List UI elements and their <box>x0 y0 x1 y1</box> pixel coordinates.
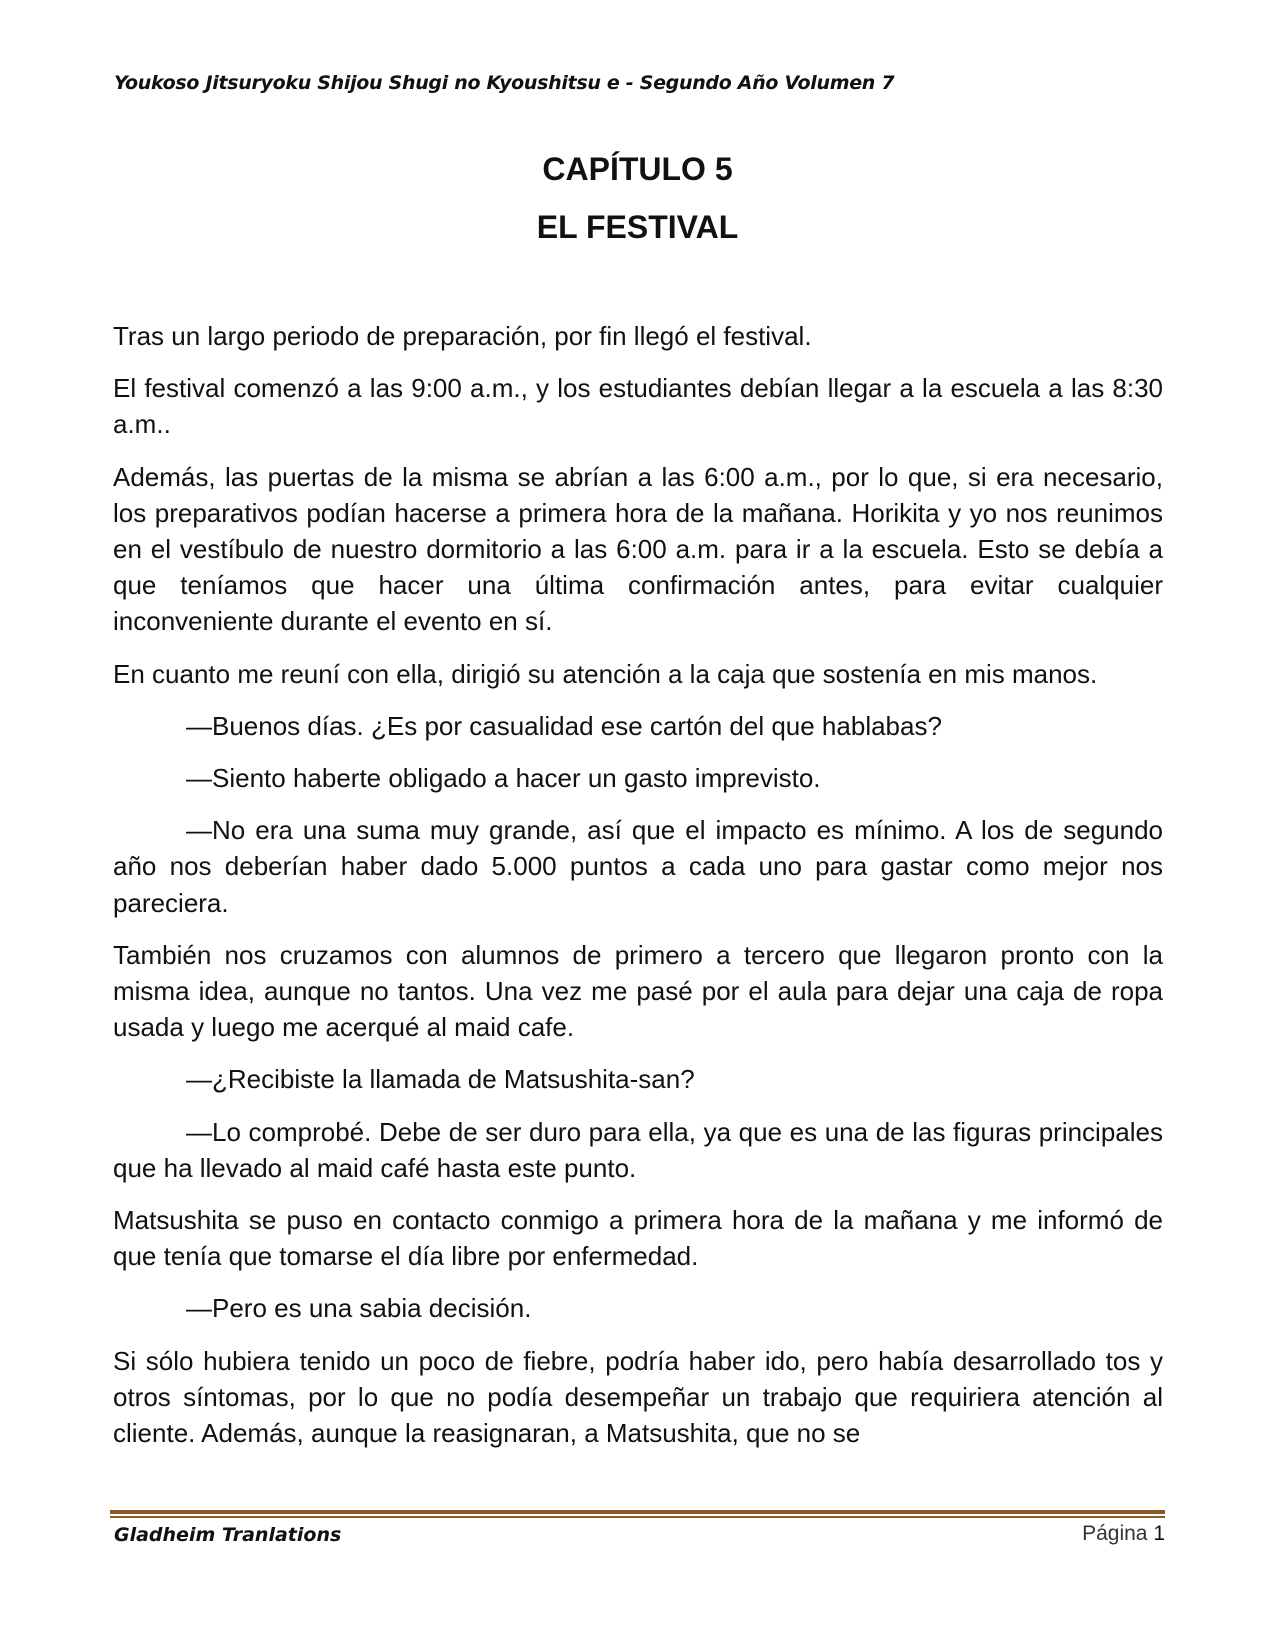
dialogue-line: —¿Recibiste la llamada de Matsushita-san? <box>186 1064 695 1095</box>
dialogue-line: —Pero es una sabia decisión. <box>186 1293 532 1324</box>
page-body <box>113 318 1163 1467</box>
dialogue-line: —Buenos días. ¿Es por casualidad ese cartón del que hablabas? <box>186 710 942 741</box>
dialogue-line: —No era una suma muy grande, así que el impacto es mínimo. A los de segundo año nos deberían haber dado 5.000 puntos a cada uno para gastar como mejor nos pareciera. <box>113 815 1163 918</box>
paragraph: En cuanto me reuní con ella, dirigió su atención a la caja que sostenía en mis manos. <box>113 658 1098 689</box>
running-header: Youkoso Jitsuryoku Shijou Shugi no Kyoushitsu e - Segundo Año Volumen 7 <box>114 72 895 94</box>
paragraph: También nos cruzamos con alumnos de primero a tercero que llegaron pronto con la misma idea, aunque no tantos. Una vez me pasé por el aula para dejar una caja de ropa usada y luego me acerqué al maid cafe. <box>113 939 1163 1043</box>
chapter-title: EL FESTIVAL <box>536 209 739 245</box>
paragraph: Si sólo hubiera tenido un poco de fiebre, podría haber ido, pero había desarrollado tos y otros síntomas, por lo que no podía desempeñar un trabajo que requiriera atención al cliente. Además, aunque la reasignaran, a Matsushita, que no se <box>113 1345 1163 1449</box>
paragraph: Matsushita se puso en contacto conmigo a primera hora de la mañana y me informó de que tenía que tomarse el día libre por enfermedad. <box>113 1205 1163 1272</box>
dialogue-line: —Siento haberte obligado a hacer un gasto imprevisto. <box>186 763 821 794</box>
footer-divider <box>110 1510 1165 1518</box>
translator-credit: Gladheim Tranlations <box>114 1524 342 1546</box>
page-number <box>1082 1522 1165 1546</box>
chapter-heading <box>0 148 1275 264</box>
paragraph: El festival comenzó a las 9:00 a.m., y los estudiantes debían llegar a la escuela a las 8:30 a.m.. <box>113 373 1163 440</box>
paragraph: Además, las puertas de la misma se abrían a las 6:00 a.m., por lo que, si era necesario, los preparativos podían hacerse a primera hora de la mañana. Horikita y yo nos reunimos en el vestíbulo de nuestro dormitorio a las 6:00 a.m. para ir a la escuela. Esto se debía a que teníamos que hacer una última confirmación antes, para evitar cualquier inconveniente durante el evento en sí. <box>113 461 1163 637</box>
chapter-number: CAPÍTULO 5 <box>542 151 733 187</box>
page-number-value: 1 <box>1153 1522 1165 1545</box>
page-label: Página <box>1082 1522 1148 1545</box>
dialogue-line: —Lo comprobé. Debe de ser duro para ella, ya que es una de las figuras principales que ha llevado al maid café hasta este punto. <box>113 1116 1163 1183</box>
paragraph: Tras un largo periodo de preparación, por fin llegó el festival. <box>113 321 812 351</box>
